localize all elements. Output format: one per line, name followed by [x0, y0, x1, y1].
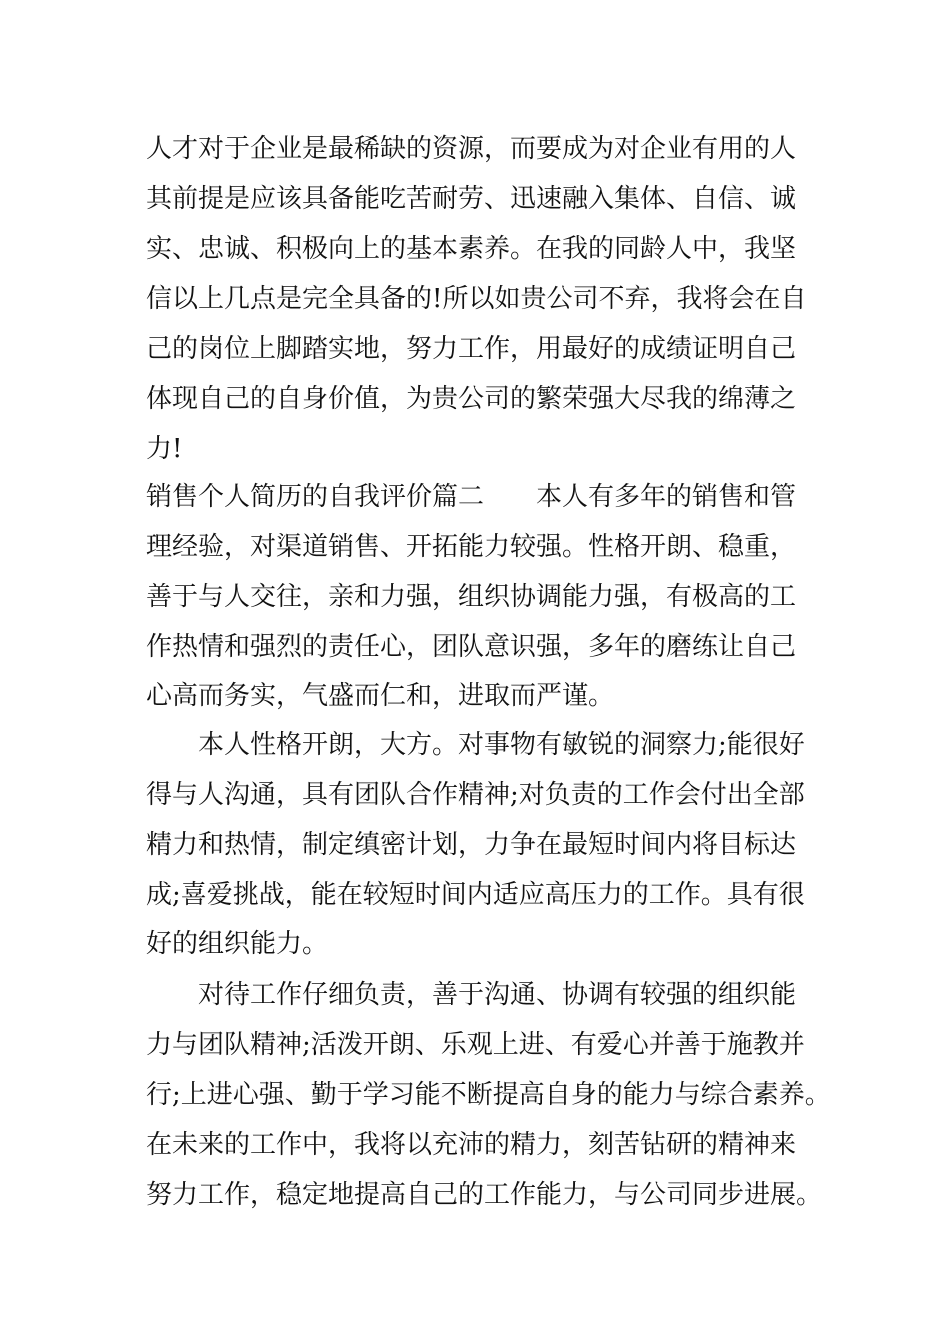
paragraph-start-line: 对待工作仔细负责，善于沟通、协调有较强的组织能	[146, 980, 797, 1010]
text-line: 力!	[146, 434, 183, 464]
text-line: 善于与人交往，亲和力强，组织协调能力强，有极高的工	[146, 582, 797, 612]
text-line: 其前提是应该具备能吃苦耐劳、迅速融入集体、自信、诚	[146, 184, 797, 214]
text-line: 得与人沟通，具有团队合作精神;对负责的工作会付出全部	[146, 780, 805, 810]
text-line: 努力工作，稳定地提高自己的工作能力，与公司同步进展。	[146, 1180, 823, 1210]
text-line: 信以上几点是完全具备的!所以如贵公司不弃，我将会在自	[146, 284, 807, 314]
text-line: 成;喜爱挑战，能在较短时间内适应高压力的工作。具有很	[146, 880, 805, 910]
text-line: 力与团队精神;活泼开朗、乐观上进、有爱心并善于施教并	[146, 1030, 805, 1060]
text-line: 在未来的工作中，我将以充沛的精力，刻苦钻研的精神来	[146, 1130, 797, 1160]
text-line: 作热情和强烈的责任心，团队意识强，多年的磨练让自己	[146, 632, 797, 662]
text-line: 行;上进心强、勤于学习能不断提高自身的能力与综合素养。	[146, 1080, 831, 1110]
text-line: 人才对于企业是最稀缺的资源，而要成为对企业有用的人	[146, 134, 797, 164]
section-heading-line: 销售个人简历的自我评价篇二 本人有多年的销售和管	[146, 482, 797, 512]
text-line: 体现自己的自身价值，为贵公司的繁荣强大尽我的绵薄之	[146, 384, 797, 414]
text-line: 好的组织能力。	[146, 929, 329, 959]
text-line: 心高而务实，气盛而仁和，进取而严谨。	[146, 681, 615, 711]
text-line: 实、忠诚、积极向上的基本素养。在我的同龄人中，我坚	[146, 234, 797, 264]
text-line: 精力和热情，制定缜密计划，力争在最短时间内将目标达	[146, 830, 797, 860]
paragraph-start-line: 本人性格开朗，大方。对事物有敏锐的洞察力;能很好	[146, 730, 805, 760]
text-line: 理经验，对渠道销售、开拓能力较强。性格开朗、稳重，	[146, 532, 797, 562]
text-line: 己的岗位上脚踏实地，努力工作，用最好的成绩证明自己	[146, 334, 797, 364]
